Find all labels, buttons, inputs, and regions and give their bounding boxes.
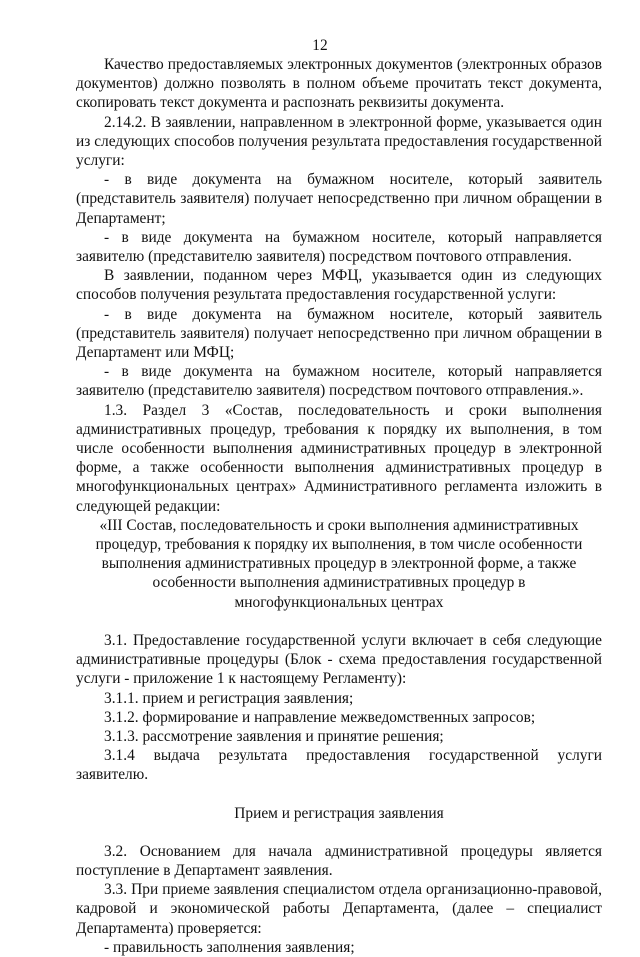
paragraph-quality: Качество предоставляемых электронных документов (электронных образов документов) должно позволять в полном объеме прочитать текст документа, скопировать текст документа и распознать реквизиты документа. xyxy=(76,56,602,112)
list-item-paper-mail: - в виде документа на бумажном носителе, который направляется заявителю (представителю заявителя) посредством почтового отправления. xyxy=(76,228,602,266)
list-item-check-form: - правильность заполнения заявления; xyxy=(104,938,355,956)
paragraph-1-3: 1.3. Раздел 3 «Состав, последовательность и сроки выполнения административных процедур, требования к порядку их выполнения, в том числе особенности выполнения административных процедур в электронной форме, а также особенности выполнения административных процедур в многофункциональных центрах» Административного регламента изложить в следующей редакции: xyxy=(76,401,602,515)
section-heading: «III Состав, последовательность и сроки выполнения административных процедур, требования к порядку их выполнения, в том числе особенности выполнения административных процедур в электронной форме, а также особенности выполнения административных процедур в многофункциональных центрах xyxy=(95,516,583,611)
list-item-3-1-3: 3.1.3. рассмотрение заявления и принятие решения; xyxy=(104,727,444,745)
list-item-3-1-1: 3.1.1. прием и регистрация заявления; xyxy=(104,689,354,707)
subheading: Прием и регистрация заявления xyxy=(234,804,444,822)
paragraph-mfc: В заявлении, поданном через МФЦ, указывается один из следующих способов получения результата предоставления государственной услуги: xyxy=(76,267,602,304)
list-item-paper-personal: - в виде документа на бумажном носителе, который заявитель (представитель заявителя) получает непосредственно при личном обращении в Департамент; xyxy=(76,171,602,227)
list-item-mfc-mail: - в виде документа на бумажном носителе, который направляется заявителю (представителю заявителя) посредством почтового отправления.». xyxy=(76,363,602,400)
paragraph-3-3: 3.3. При приеме заявления специалистом отдела организационно-правовой, кадровой и экономической работы Департамента, (далее – специалист Департамента) проверяется: xyxy=(76,881,602,937)
paragraph-3-1: 3.1. Предоставление государственной услуги включает в себя следующие административные процедуры (Блок - схема предоставления государственной услуги - приложение 1 к настоящему Регламенту): xyxy=(76,631,602,688)
list-item-3-1-4: 3.1.4 выдача результата предоставления государственной услуги заявителю. xyxy=(76,747,602,784)
spacer xyxy=(76,785,602,804)
list-item-mfc-personal: - в виде документа на бумажном носителе, который заявитель (представитель заявителя) получает непосредственно при личном обращении в Департамент или МФЦ; xyxy=(76,305,602,362)
document-body xyxy=(76,55,602,957)
spacer xyxy=(76,612,602,631)
paragraph-2-14-2: 2.14.2. В заявлении, направленном в электронной форме, указывается один из следующих способов получения результата предоставления государственной услуги: xyxy=(76,113,602,170)
page-number: 12 xyxy=(312,37,328,54)
list-item-3-1-2: 3.1.2. формирование и направление межведомственных запросов; xyxy=(104,708,536,726)
paragraph-3-2: 3.2. Основанием для начала административной процедуры является поступление в Департамент заявления. xyxy=(76,842,602,879)
spacer xyxy=(76,823,602,842)
